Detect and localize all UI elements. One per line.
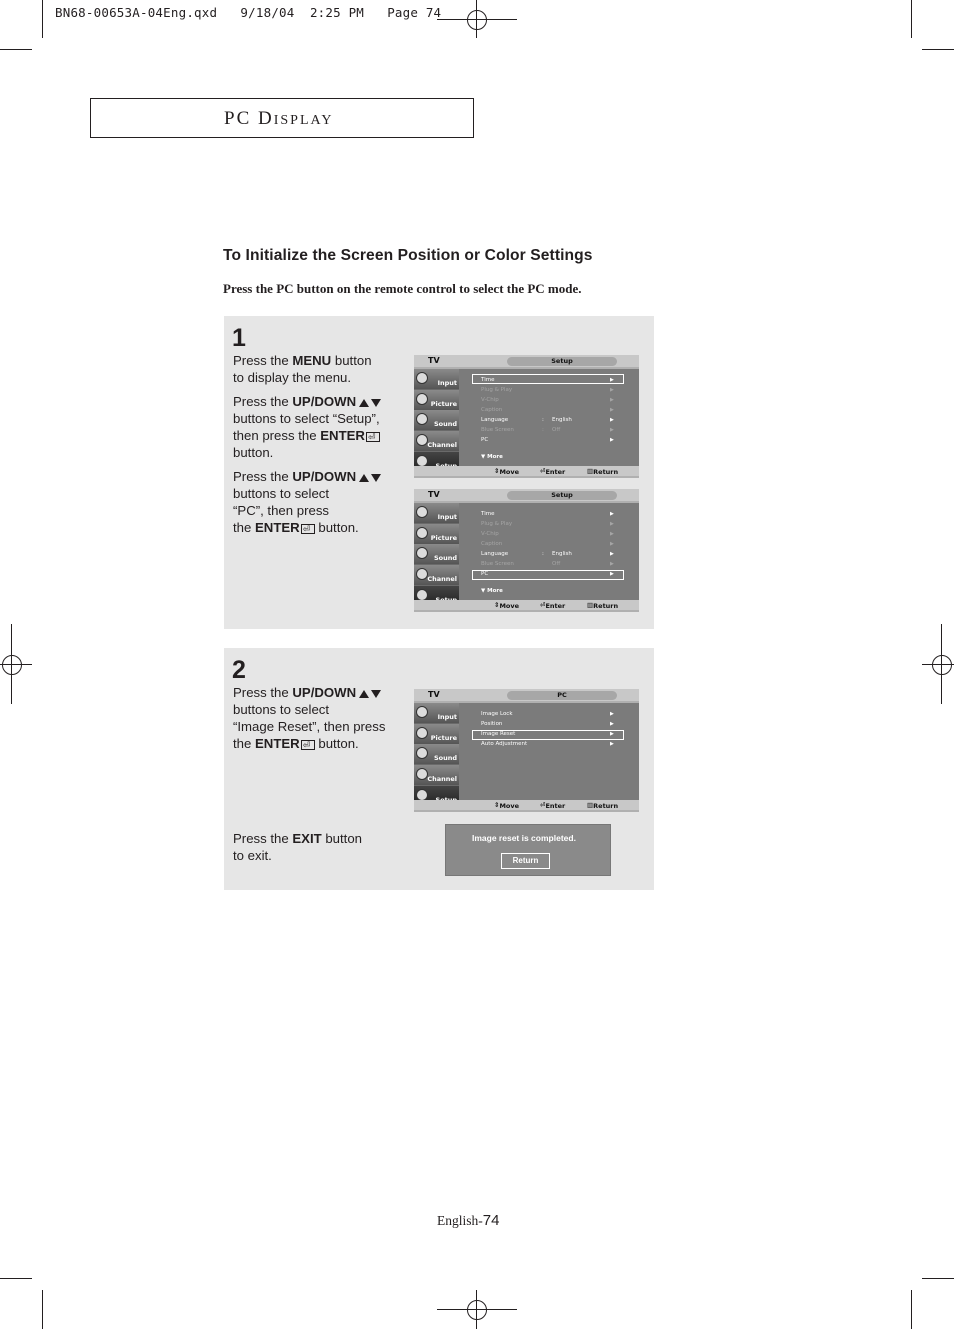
sound-icon: [416, 747, 428, 759]
channel-icon: [416, 434, 428, 446]
up-down-arrows-icon: [358, 473, 382, 483]
osd-row[interactable]: V-Chip ▶: [481, 531, 614, 537]
osd-row[interactable]: Caption ▶: [481, 407, 614, 413]
step-2-exit-text: Press the EXIT button to exit.: [233, 831, 363, 863]
osd-highlight: [472, 570, 624, 580]
footer-language: English-: [437, 1213, 483, 1228]
osd-bottom-bar: ⇕ Move ⏎ Enter ▥ Return: [414, 800, 639, 810]
osd-side-picture[interactable]: Picture: [414, 390, 459, 410]
registration-mark: [467, 10, 487, 30]
osd-tv-label: TV: [428, 690, 440, 699]
registration-line: [941, 624, 942, 704]
header-text: PC: [224, 108, 252, 129]
osd-bottom-bar: ⇕ Move ⏎ Enter ▥ Return: [414, 600, 639, 610]
page-number: 74: [482, 1212, 500, 1229]
step-2-text: Press the UP/DOWN buttons to select “Image Reset”, then press the ENTER⏎ button.: [233, 684, 408, 752]
osd-side-input[interactable]: Input: [414, 703, 459, 723]
osd-tv-label: TV: [428, 490, 440, 499]
osd-row[interactable]: Time ▶: [481, 511, 614, 517]
registration-mark: [467, 1300, 487, 1320]
osd-side-channel[interactable]: Channel: [414, 565, 459, 585]
sound-icon: [416, 413, 428, 425]
osd-setup-menu-pc: [414, 489, 639, 612]
input-icon: [416, 706, 428, 718]
osd-menu-title: Setup: [507, 357, 617, 366]
osd-side-picture[interactable]: Picture: [414, 524, 459, 544]
intro-text: Press the PC button on the remote control to select the PC mode.: [223, 281, 582, 296]
osd-row[interactable]: PC ▶: [481, 571, 614, 577]
osd-sidebar: [414, 503, 459, 606]
registration-line: [437, 1309, 517, 1310]
osd-side-channel[interactable]: Channel: [414, 431, 459, 451]
osd-row[interactable]: V-Chip ▶: [481, 397, 614, 403]
registration-line: [922, 664, 954, 665]
osd-row[interactable]: Auto Adjustment ▶: [481, 741, 614, 747]
page-title: To Initialize the Screen Position or Color Settings: [223, 247, 593, 264]
osd-side-sound[interactable]: Sound: [414, 410, 459, 430]
registration-line: [11, 624, 12, 704]
osd-row[interactable]: Image Lock ▶: [481, 711, 614, 717]
osd-row[interactable]: PC ▶: [481, 437, 614, 443]
osd-side-picture[interactable]: Picture: [414, 724, 459, 744]
picture-icon: [416, 393, 428, 405]
osd-menu-title: PC: [507, 691, 617, 700]
header-text: D: [258, 108, 274, 129]
osd-side-input[interactable]: Input: [414, 503, 459, 523]
crop-mark: [42, 0, 43, 38]
osd-row[interactable]: Plug & Play ▶: [481, 387, 614, 393]
osd-row[interactable]: Caption ▶: [481, 541, 614, 547]
input-icon: [416, 506, 428, 518]
osd-row[interactable]: Language : English ▶: [481, 417, 614, 423]
crop-mark: [911, 0, 912, 38]
picture-icon: [416, 727, 428, 739]
osd-row[interactable]: Plug & Play ▶: [481, 521, 614, 527]
enter-icon: [301, 740, 315, 750]
crop-mark: [0, 1278, 32, 1279]
sound-icon: [416, 547, 428, 559]
osd-pc-menu: [414, 689, 639, 812]
registration-mark: [2, 655, 22, 675]
section-header-box: [90, 98, 474, 138]
crop-mark: [922, 1278, 954, 1279]
registration-line: [476, 0, 477, 38]
channel-icon: [416, 768, 428, 780]
osd-highlight: [472, 730, 624, 740]
registration-line: [437, 19, 517, 20]
input-icon: [416, 372, 428, 384]
osd-row[interactable]: Image Reset ▶: [481, 731, 614, 737]
osd-sidebar: [414, 369, 459, 472]
up-down-arrows-icon: [358, 398, 382, 408]
registration-mark: [932, 655, 952, 675]
crop-mark: [42, 1290, 43, 1329]
osd-side-sound[interactable]: Sound: [414, 744, 459, 764]
step-number: 1: [232, 324, 246, 352]
osd-row[interactable]: Blue Screen : Off ▶: [481, 427, 614, 433]
osd-setup-menu-time: [414, 355, 639, 478]
osd-row[interactable]: Language : English ▶: [481, 551, 614, 557]
return-button[interactable]: Return: [501, 853, 550, 869]
osd-highlight: [472, 374, 624, 384]
print-slug: BN68-00653A-04Eng.qxd 9/18/04 2:25 PM Page 74: [55, 5, 442, 20]
osd-more: ▼ More: [481, 588, 503, 594]
crop-mark: [922, 49, 954, 50]
channel-icon: [416, 568, 428, 580]
osd-row[interactable]: Position ▶: [481, 721, 614, 727]
header-text: ISPLAY: [273, 113, 334, 128]
up-down-arrows-icon: [358, 689, 382, 699]
osd-bottom-bar: ⇕ Move ⏎ Enter ▥ Return: [414, 466, 639, 476]
section-header: [224, 108, 333, 130]
picture-icon: [416, 527, 428, 539]
dialog-message: Image reset is completed.: [472, 833, 576, 843]
page-footer: [437, 1212, 499, 1229]
registration-line: [476, 1290, 477, 1329]
osd-menu-title: Setup: [507, 491, 617, 500]
crop-mark: [911, 1290, 912, 1329]
registration-line: [0, 664, 32, 665]
osd-tv-label: TV: [428, 356, 440, 365]
image-reset-dialog: [445, 824, 611, 876]
osd-more: ▼ More: [481, 454, 503, 460]
osd-side-input[interactable]: Input: [414, 369, 459, 389]
enter-icon: [301, 524, 315, 534]
osd-sidebar: [414, 703, 459, 806]
step-number: 2: [232, 656, 246, 684]
step-1-text: Press the MENU button to display the menu. Press the UP/DOWN buttons to select “Setup”, then press the ENTER⏎ button. Press the UP/DOWN buttons to select “PC”, then press the ENTER⏎ button.: [233, 352, 403, 536]
crop-mark: [0, 49, 32, 50]
osd-row[interactable]: Blue Screen Off ▶: [481, 561, 614, 567]
osd-side-channel[interactable]: Channel: [414, 765, 459, 785]
enter-icon: [366, 432, 380, 442]
osd-side-sound[interactable]: Sound: [414, 544, 459, 564]
osd-row[interactable]: Time ▶: [481, 377, 614, 383]
